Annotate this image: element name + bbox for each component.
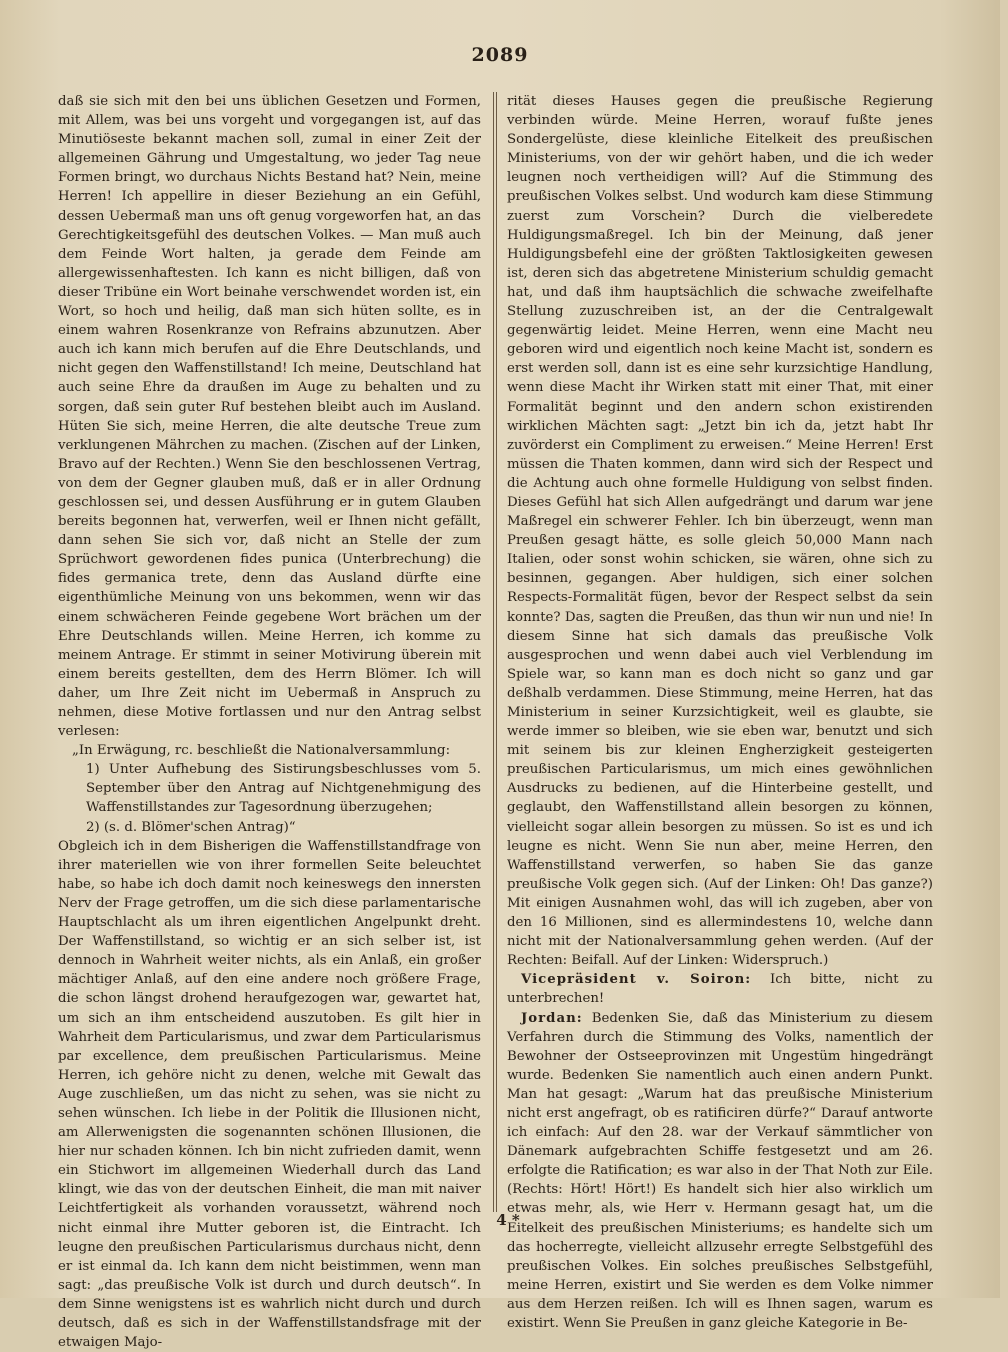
- left-column: [58, 92, 481, 1351]
- speaker-text-soiron: Ich bitte, nicht zu unterbrechen!: [507, 972, 933, 1007]
- signature-text: 4 *: [496, 1211, 520, 1229]
- right-column: [507, 92, 933, 1331]
- column-divider: [493, 92, 495, 1212]
- page-number: 2089: [471, 44, 529, 66]
- signature-mark: [0, 1211, 1008, 1229]
- speaker-block-1: [507, 970, 933, 1008]
- motion-intro: „In Erwägung, rc. beschließt die Nationalversammlung:: [72, 743, 451, 759]
- column-divider-2: [496, 92, 498, 1212]
- speaker-block-2: [507, 1009, 933, 1334]
- right-paragraph-1: rität dieses Hauses gegen die preußische Regierung verbinden würde. Meine Herren, worauf fußte jenes Sondergelüste, diese kleinliche Eitelkeit des preußischen Ministeriums, von der wir gehört haben, und die ich weder leugnen noch vertheidigen will? Auf die Stimmung des preußischen Volkes selbst. Und wodurch kam diese Stimmung zuerst zum Vorschein? Durch die vielberedete Huldigungsmaßregel. Ich bin der Meinung, daß jener Huldigungsbefehl eine der größten Taktlosigkeiten gewesen ist, deren sich das abgetretene Ministerium schuldig gemacht hat, und daß ihm hauptsächlich die schwache zweifelhafte Stellung zuzuschreiben ist, an der die Centralgewalt gegenwärtig leidet. Meine Herren, wenn eine Macht neu geboren wird und eigentlich noch keine Macht ist, sondern es erst werden soll, dann ist es eine sehr kurzsichtige Handlung, wenn diese Macht ihr Wirken statt mit einer That, mit einer Formalität beginnt und den andern schon existirenden wirklichen Mächten sagt: „Jetzt bin ich da, jetzt habt Ihr zuvörderst ein Compliment zu erweisen.“ Meine Herren! Erst müssen die Thaten kommen, dann wird sich der Respect und die Achtung auch ohne formelle Huldigung von selbst finden. Dieses Gefühl hat sich Allen aufgedrängt und darum war jene Maßregel ein schwerer Fehler. Ich bin überzeugt, wenn man Preußen gesagt hätte, es solle gleich 50,000 Mann nach Italien, oder sonst wohin schicken, sie wären, ohne sich zu besinnen, gegangen. Aber huldigen, sich einer solchen Respects-Formalität fügen, bevor der Respect selbst da sein konnte? Das, sagten die Preußen, das thun wir nun und nie! In diesem Sinne hat sich damals das preußische Volk ausgesprochen und wenn dabei auch viel Verblendung im Spiele war, so kann man es doch nicht so ganz und gar deßhalb verdammen. Diese Stimmung, meine Herren, hat das Ministerium in seiner Kurzsichtigkeit, weil es glaubte, sie werde immer so bleiben, wie sie eben war, benutzt und sich mit seinem bis zur kleinen Engherzigkeit gesteigerten preußischen Particularismus, um mich eines gewöhnlichen Ausdrucks zu bedienen, auf die Hinterbeine gestellt, und geglaubt, den Waffenstillstand allein besorgen zu können, vielleicht sogar allein besorgen zu müssen. So ist es und ich leugne es nicht. Wenn Sie nun aber, meine Herren, den Waffenstillstand verwerfen, so haben Sie das ganze preußische Volk gegen sich. (Auf der Linken: Oh! Das ganze?) Mit einigen Ausnahmen wohl, das will ich zugeben, aber von den 16 Millionen, sind es allermindestens 10, welche dann nicht mit der Nationalversammlung gehen werden. (Auf der Rechten: Beifall. Auf der Linken: Widerspruch.): [507, 94, 933, 969]
- motion-item-2: 2) (s. d. Blömer'schen Antrag)“: [86, 819, 296, 835]
- left-paragraph-2: Obgleich ich in dem Bisherigen die Waffenstillstandfrage von ihrer materiellen wie von ihrer formellen Seite beleuchtet habe, so habe ich doch damit noch keineswegs den innersten Nerv der Frage getroffen, um die sich diese parlamentarische Hauptschlacht als um ihren eigentlichen Angelpunkt dreht. Der Waffenstillstand, so wichtig er an sich selber ist, ist dennoch in Wahrheit weiter nichts, als ein Anlaß, ein großer mächtiger Anlaß, auf den eine andere noch größere Frage, die schon längst drohend heraufgezogen war, gewartet hat, um sich an ihm entscheidend auszutoben. Es gilt hier in Wahrheit dem Particularismus, und zwar dem Particularismus par excellence, dem preußischen Particularismus. Meine Herren, ich gehöre nicht zu denen, welche mit Gewalt das Auge zuschließen, um das nicht zu sehen, was sie nicht zu sehen wünschen. Ich liebe in der Politik die Illusionen nicht, am Allerwenigsten die sogenannten schönen Illusionen, die hier nur schaden können. Ich bin nicht zufrieden damit, wenn ein Stichwort im allgemeinen Wiederhall durch das Land klingt, wie das von der deutschen Einheit, die man mit naiver Leichtfertigkeit als vorhanden voraussetzt, während noch nicht einmal ihre Mutter geboren ist, die Eintracht. Ich leugne den preußischen Particularismus durchaus nicht, denn er ist einmal da. Ich kann dem nicht beistimmen, wenn man sagt: „das preußische Volk ist durch und durch deutsch“. In dem Sinne wenigstens ist es wahrlich nicht durch und durch deutsch, daß es sich in der Waffenstillstandsfrage mit der etwaigen Majo-: [58, 838, 481, 1351]
- speaker-name-jordan: Jordan:: [521, 1010, 583, 1026]
- speaker-text-jordan: Bedenken Sie, daß das Ministerium zu diesem Verfahren durch die Stimmung des Volks, namentlich der Bewohner der Ostseeprovinzen mit Ungestüm hingedrängt wurde. Bedenken Sie namentlich auch einen andern Punkt. Man hat gesagt: „Warum hat das preußische Ministerium nicht erst angefragt, ob es ratificiren dürfe?“ Darauf antworte ich einfach: Auf den 28. war der Verkauf sämmtlicher von Dänemark aufgebrachten Schiffe festgesetzt und am 26. erfolgte die Ratification; es war also in der That Noth zur Eile. (Rechts: Hört! Hört!) Es handelt sich hier also wirklich um etwas mehr, als, wie Herr v. Hermann gesagt hat, um die Eitelkeit des preußischen Ministeriums; es handelte sich um das hocherregte, vielleicht allzusehr erregte Selbstgefühl des preußischen Volkes. Ein solches preußisches Selbstgefühl, meine Herren, existirt und Sie werden es dem Volke nimmer aus dem Herzen reißen. Ich will es Ihnen sagen, warum es existirt. Wenn Sie Preußen in ganz gleiche Kategorie in Be-: [507, 1010, 933, 1331]
- speaker-name-soiron: Vicepräsident v. Soiron:: [521, 972, 752, 988]
- left-paragraph-1: daß sie sich mit den bei uns üblichen Gesetzen und Formen, mit Allem, was bei uns vorgeht und vorgegangen ist, auf das Minutiöseste bekannt machen soll, zumal in einer Zeit der allgemeinen Gährung und Umgestaltung, wo jeder Tag neue Formen bringt, wo durchaus Nichts Bestand hat? Nein, meine Herren! Ich appellire in dieser Beziehung an ein Gefühl, dessen Uebermaß man uns oft genug vorgeworfen hat, an das Gerechtigkeitsgefühl des deutschen Volkes. — Man muß auch dem Feinde Wort halten, ja gerade dem Feinde am allergewissenhaftesten. Ich kann es nicht billigen, daß von dieser Tribüne ein Wort beinahe verschwendet worden ist, ein Wort, so hoch und heilig, daß man sich hüten sollte, es in einem wahren Rosenkranze von Refrains abzunutzen. Aber auch ich kann mich berufen auf die Ehre Deutschlands, und nicht gegen den Waffenstillstand! Ich meine, Deutschland hat auch seine Ehre da draußen im Auge zu behalten und zu sorgen, daß sein guter Ruf bestehen bleibt auch im Ausland. Hüten Sie sich, meine Herren, die alte deutsche Treue zum verklungenen Mährchen zu machen. (Zischen auf der Linken, Bravo auf der Rechten.) Wenn Sie den beschlossenen Vertrag, von dem der Gegner glauben muß, daß er in aller Ordnung geschlossen sei, und dessen Ausführung er in gutem Glauben bereits begonnen hat, verwerfen, weil er Ihnen nicht gefällt, dann sehen Sie sich vor, daß nicht an Stelle der zum Sprüchwort gewordenen fides punica (Unterbrechung) die fides germanica trete, denn das Ausland dürfte eine eigenthümliche Meinung von uns bekommen, wenn wir das einem schwächeren Feinde gegebene Wort brächen um der Ehre Deutschlands willen. Meine Herren, ich komme zu meinem Antrage. Er stimmt in seiner Motivirung überein mit einem bereits gestellten, dem des Herrn Blömer. Ich will daher, um Ihre Zeit nicht im Uebermaß in Anspruch zu nehmen, diese Motive fortlassen und nur den Antrag selbst verlesen:: [58, 94, 481, 740]
- motion-item-1: 1) Unter Aufhebung des Sistirungsbeschlusses vom 5. September über den Antrag auf Nichtgenehmigung des Waffenstillstandes zur Tagesordnung überzugehen;: [86, 762, 481, 816]
